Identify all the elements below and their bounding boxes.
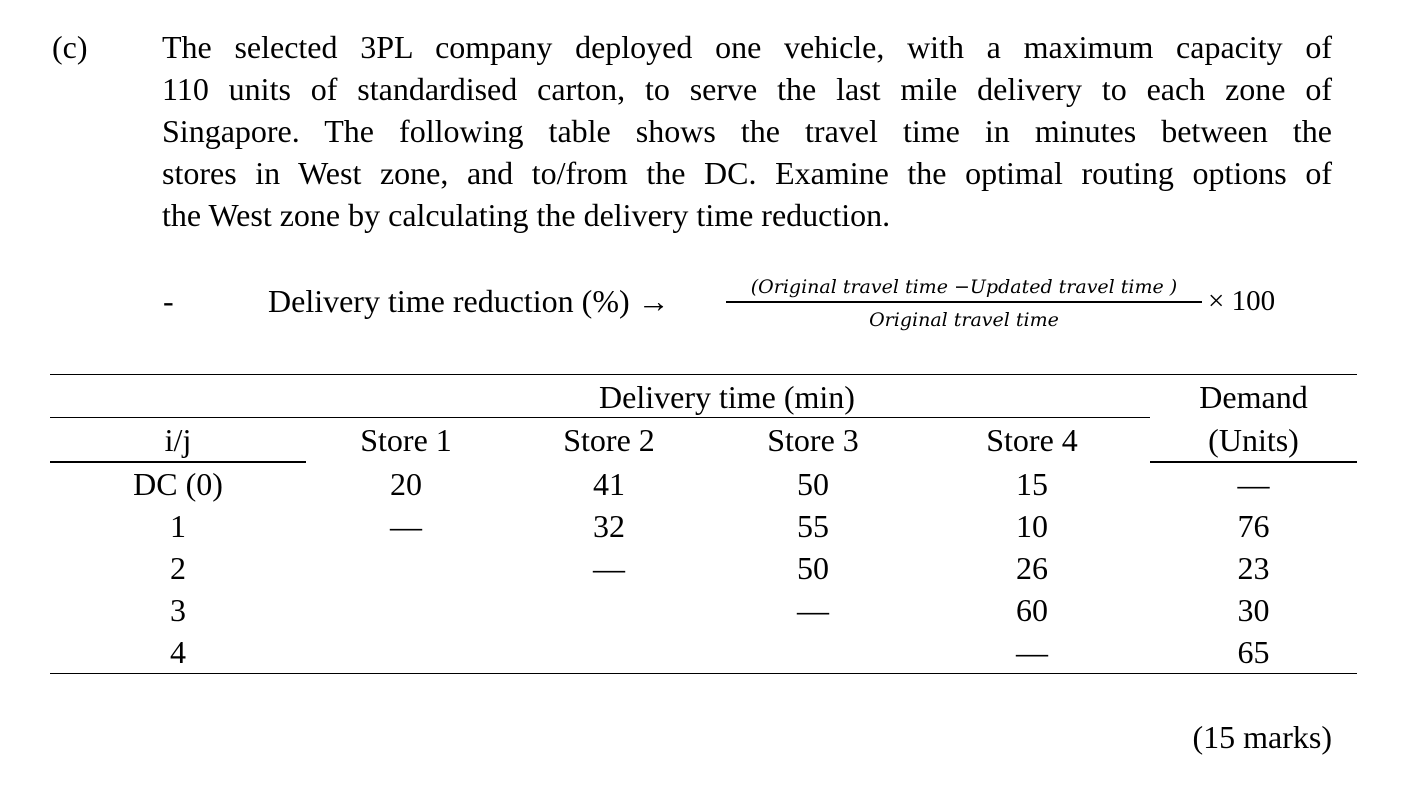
formula-multiplier: × 100 bbox=[1208, 285, 1276, 317]
question-text bbox=[162, 26, 1332, 236]
question-line: stores in West zone, and to/from the DC. Examine the optimal routing options of bbox=[162, 155, 1332, 191]
table-cell: — bbox=[593, 550, 625, 586]
table-cell: 50 bbox=[797, 466, 829, 502]
question-line: 110 units of standardised carton, to serve the last mile delivery to each zone of bbox=[162, 71, 1332, 107]
row-label: 3 bbox=[170, 592, 186, 628]
table-cell: 10 bbox=[1016, 508, 1048, 544]
table-cell: 20 bbox=[390, 466, 422, 502]
table-top-rule bbox=[50, 374, 1357, 375]
formula-numerator: (Original travel time −Updated travel time ) bbox=[750, 276, 1178, 298]
fraction-bar bbox=[726, 301, 1202, 303]
table-cell: — bbox=[1016, 634, 1048, 670]
table-cell: — bbox=[390, 508, 422, 544]
question-line: the West zone by calculating the delivery time reduction. bbox=[162, 197, 891, 233]
table-cell: 55 bbox=[797, 508, 829, 544]
table-cell: — bbox=[797, 592, 829, 628]
row-label: 4 bbox=[170, 634, 186, 670]
demand-cell: 76 bbox=[1237, 508, 1270, 544]
column-header-store-4: Store 4 bbox=[986, 422, 1078, 458]
row-label: 2 bbox=[170, 550, 186, 586]
corner-header: i/j bbox=[164, 422, 192, 458]
table-cell: 32 bbox=[593, 508, 625, 544]
question-line: Singapore. The following table shows the travel time in minutes between the bbox=[162, 113, 1332, 149]
demand-cell: 23 bbox=[1237, 550, 1270, 586]
formula-bullet: - bbox=[163, 283, 174, 319]
row-label: DC (0) bbox=[133, 466, 223, 502]
demand-header-units: (Units) bbox=[1208, 422, 1299, 458]
formula-fraction bbox=[726, 274, 1202, 333]
question-label: (c) bbox=[52, 29, 88, 65]
formula-denominator: Original travel time bbox=[869, 309, 1059, 331]
column-header-store-3: Store 3 bbox=[767, 422, 859, 458]
formula-label: Delivery time reduction (%) → bbox=[268, 283, 670, 319]
marks-label: (15 marks) bbox=[1192, 719, 1332, 755]
table-cell: 50 bbox=[797, 550, 829, 586]
column-header-store-2: Store 2 bbox=[563, 422, 655, 458]
demand-cell: 30 bbox=[1237, 592, 1270, 628]
table-cell: 60 bbox=[1016, 592, 1048, 628]
question-line: The selected 3PL company deployed one vehicle, with a maximum capacity of bbox=[162, 29, 1332, 65]
row-label: 1 bbox=[170, 508, 186, 544]
demand-cell: — bbox=[1237, 466, 1270, 502]
column-header-store-1: Store 1 bbox=[360, 422, 452, 458]
demand-header: Demand bbox=[1199, 379, 1308, 415]
table-cell: 26 bbox=[1016, 550, 1048, 586]
table-cell: 15 bbox=[1016, 466, 1048, 502]
table-cell: 41 bbox=[593, 466, 625, 502]
table-bottom-rule bbox=[50, 673, 1357, 674]
demand-cell: 65 bbox=[1237, 634, 1270, 670]
group-header: Delivery time (min) bbox=[599, 379, 855, 415]
